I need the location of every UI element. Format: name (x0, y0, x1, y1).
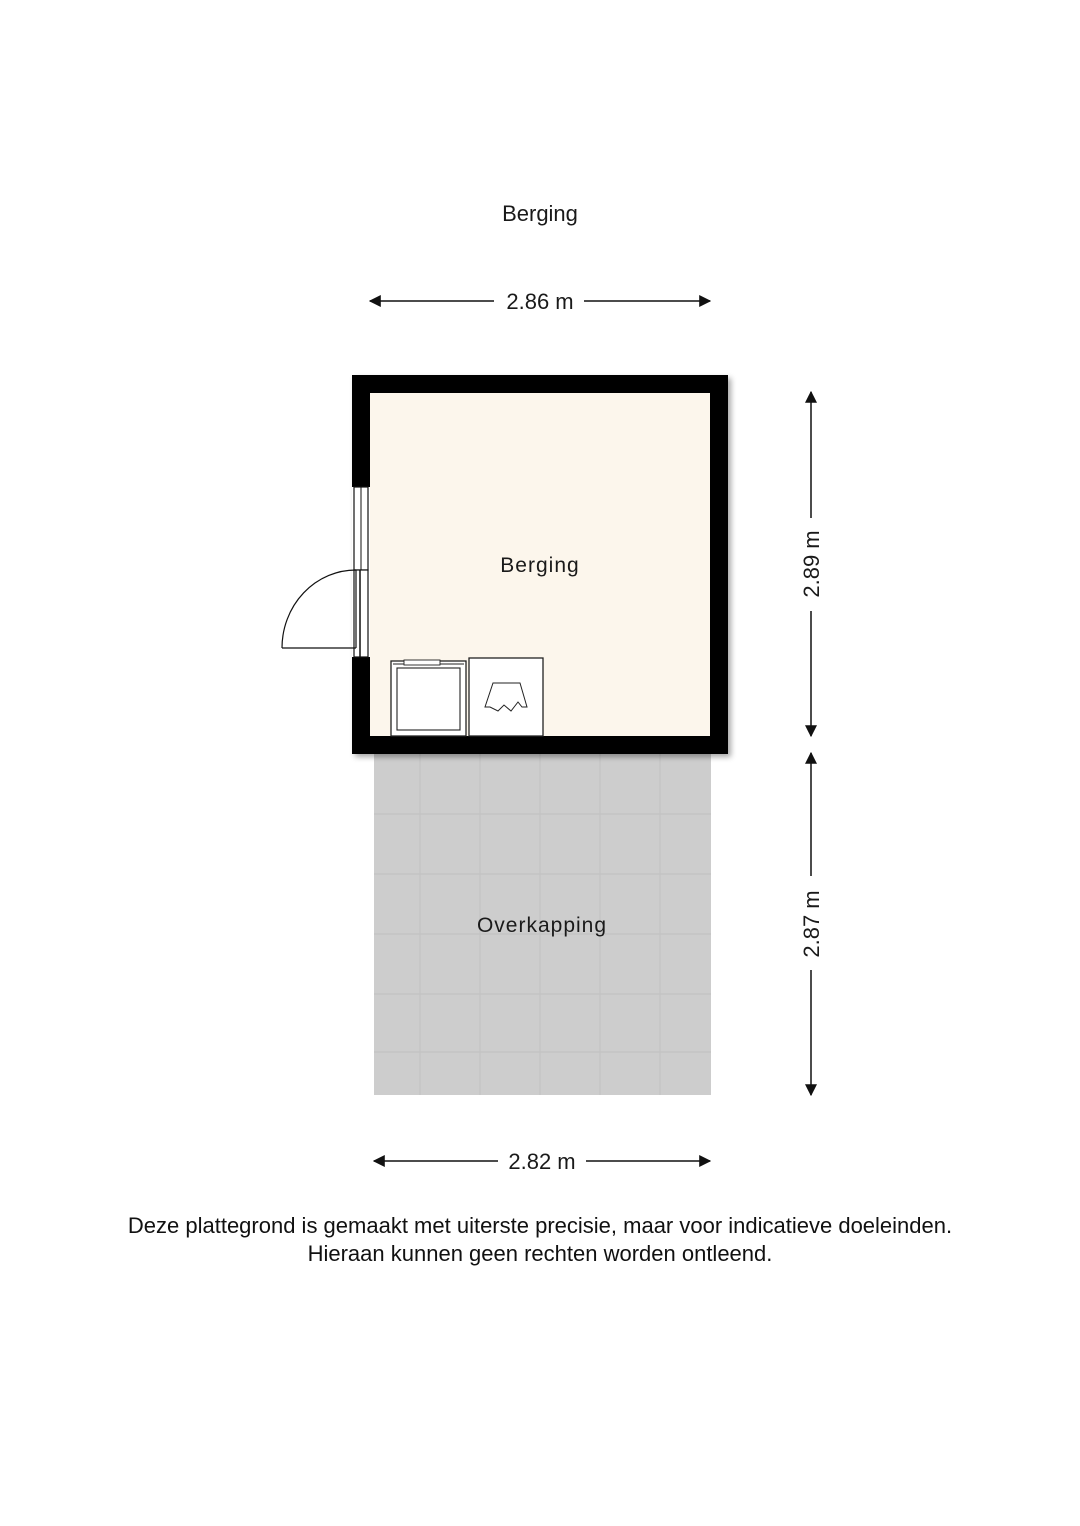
room-label-berging: Berging (500, 554, 580, 577)
dimension-berging-width (370, 289, 710, 314)
room-overkapping (374, 753, 711, 1095)
disclaimer (40, 1212, 1040, 1268)
dimension-overkapping-depth (799, 753, 824, 1095)
dimension-label-overkapping-width: 2.82 m (508, 1149, 576, 1174)
disclaimer-line-1: Deze plattegrond is gemaakt met uiterste precisie, maar voor indicatieve doeleinden. (127, 1213, 953, 1238)
dryer-icon (469, 658, 543, 736)
room-berging (282, 375, 728, 754)
window-icon (354, 487, 368, 570)
dimension-label-overkapping-depth: 2.87 m (799, 890, 824, 958)
dimension-overkapping-width (374, 1149, 710, 1174)
floor-title: Berging (502, 201, 578, 226)
door-swing-icon (282, 570, 368, 657)
dimension-berging-depth (799, 392, 824, 736)
room-label-overkapping: Overkapping (476, 914, 608, 937)
disclaimer-line-2: Hieraan kunnen geen rechten worden ontleend. (307, 1241, 773, 1266)
dimension-label-berging-depth: 2.89 m (799, 530, 824, 598)
washing-machine-icon (391, 660, 466, 736)
dimension-label-berging-width: 2.86 m (506, 289, 574, 314)
